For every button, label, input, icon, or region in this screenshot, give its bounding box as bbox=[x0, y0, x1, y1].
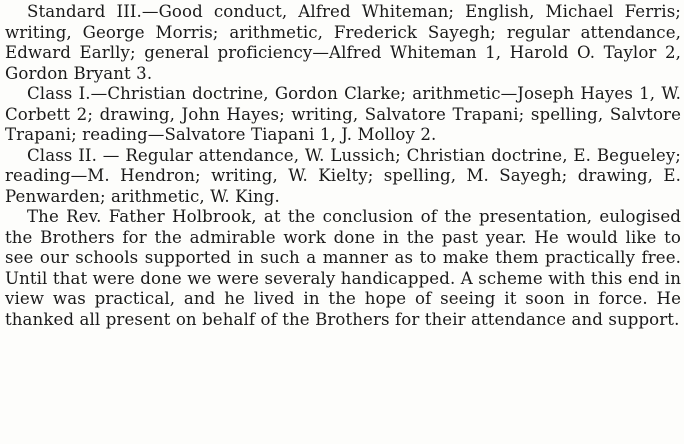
class-ii-prizes-paragraph: Class II. — Regular attendance, W. Lussich; Christian doctrine, E. Begueley; reading—M. Hendron; writing, W. Kielty; spelling, M. Sayegh; drawing, E. Penwarden; arithmetic, W. King. bbox=[5, 145, 681, 206]
standard-iii-prizes-paragraph: Standard III.—Good conduct, Alfred Whiteman; English, Michael Ferris; writing, George Morris; arithmetic, Frederick Sayegh; regular attendance, Edward Earlly; general proficiency—Alfred Whiteman 1, Harold O. Taylor 2, Gordon Bryant 3. bbox=[5, 2, 681, 83]
class-i-prizes-paragraph: Class I.—Christian doctrine, Gordon Clarke; arithmetic—Joseph Hayes 1, W. Corbett 2; drawing, John Hayes; writing, Salvatore Trapani; spelling, Salvtore Trapani; reading—Salvatore Tiapani 1, J. Molloy 2. bbox=[5, 84, 681, 144]
father-holbrook-address-paragraph: The Rev. Father Holbrook, at the conclusion of the presentation, eulogised the Brothers for the admirable work done in the past year. He would like to see our schools supported in such a manner as to make them practically free. Until that were done we were severaly handicapped. A scheme with this end in view was practical, and he lived in the hope of seeing it soon in force. He thanked all present on behalf of the Brothers for their attendance and support. bbox=[5, 207, 681, 329]
